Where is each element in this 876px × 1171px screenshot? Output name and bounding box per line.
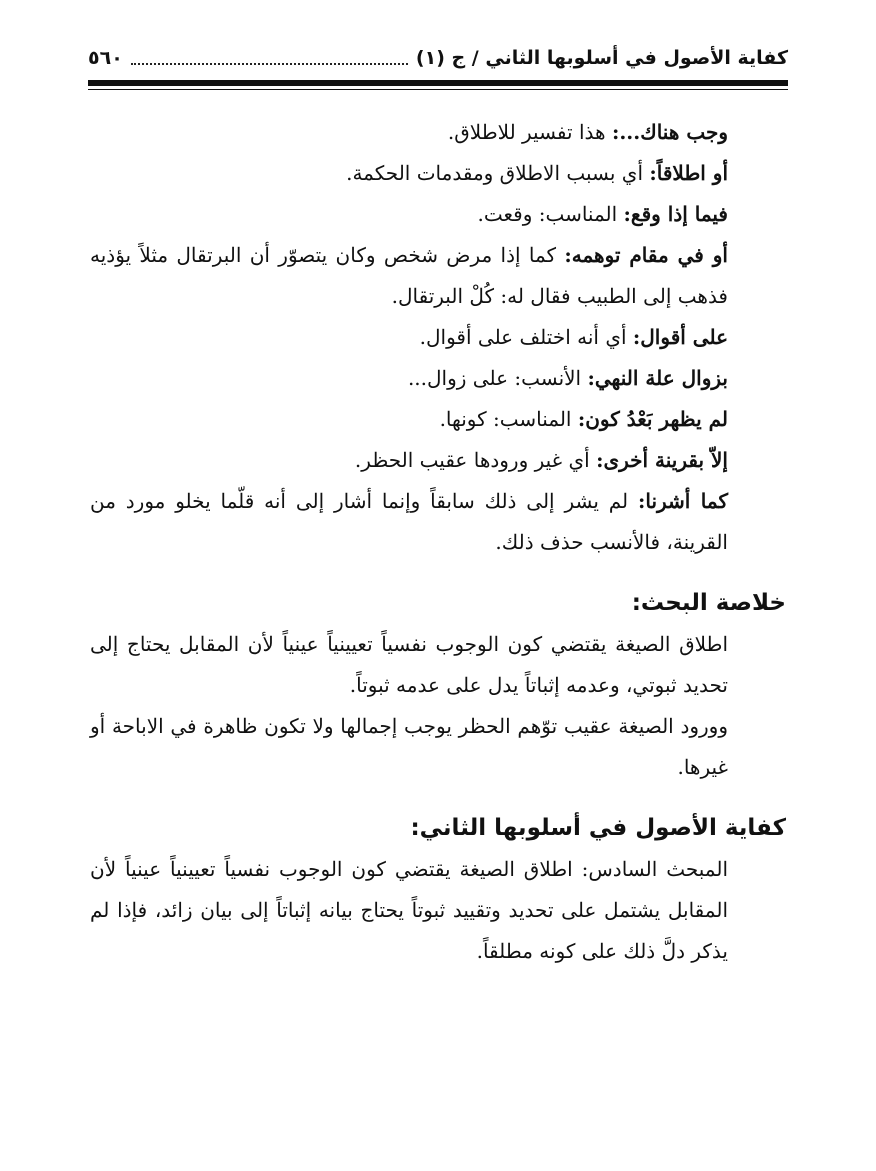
gloss-term: فيما إذا وقع: bbox=[623, 202, 728, 226]
gloss-entry bbox=[90, 399, 786, 440]
gloss-entry bbox=[90, 481, 786, 563]
gloss-text: المناسب: كونها. bbox=[439, 407, 578, 431]
second-style-heading: كفاية الأصول في أسلوبها الثاني: bbox=[410, 815, 786, 841]
gloss-entry bbox=[90, 440, 786, 481]
gloss-text: الأنسب: على زوال... bbox=[407, 366, 588, 390]
gloss-text: لم يشر إلى ذلك سابقاً وإنما أشار إلى أنه قلّما يخلو مورد من القرينة، فالأنسب حذف ذلك. bbox=[90, 489, 728, 554]
gloss-term: أو اطلاقاً: bbox=[649, 161, 728, 185]
header-rule bbox=[88, 80, 788, 86]
gloss-term: أو في مقام توهمه: bbox=[564, 243, 728, 267]
gloss-entry bbox=[90, 358, 786, 399]
summary-paragraph: وورود الصيغة عقيب توّهم الحظر يوجب إجمالها ولا تكون ظاهرة في الاباحة أو غيرها. bbox=[90, 714, 728, 779]
second-style-paragraph: المبحث السادس: اطلاق الصيغة يقتضي كون الوجوب نفسياً تعيينياً عينياً لأن المقابل يشتمل على تحديد وتقييد ثبوتاً يحتاج بيانه إثباتاً إلى بيان زائد، فإذا لم يذكر دلَّ ذلك على كونه مطلقاً. bbox=[90, 857, 728, 963]
gloss-term: لم يظهر بَعْدُ كون: bbox=[577, 407, 728, 431]
gloss-entry bbox=[90, 112, 786, 153]
gloss-term: كما أشرنا: bbox=[637, 489, 728, 513]
summary-heading: خلاصة البحث: bbox=[631, 590, 786, 616]
gloss-text: كما إذا مرض شخص وكان يتصوّر أن البرتقال مثلاً يؤذيه فذهب إلى الطبيب فقال له: كُلْ البرتقال. bbox=[90, 243, 728, 308]
gloss-entry bbox=[90, 235, 786, 317]
gloss-text: أي أنه اختلف على أقوال. bbox=[419, 325, 633, 349]
header-leader-dots bbox=[131, 51, 408, 65]
gloss-entry bbox=[90, 194, 786, 235]
gloss-term: وجب هناك...: bbox=[611, 120, 728, 144]
section-spacer bbox=[90, 563, 786, 583]
running-header bbox=[88, 38, 788, 78]
gloss-text: المناسب: وقعت. bbox=[477, 202, 624, 226]
gloss-text: أي بسبب الاطلاق ومقدمات الحكمة. bbox=[346, 161, 650, 185]
gloss-entry bbox=[90, 153, 786, 194]
section-spacer bbox=[90, 788, 786, 808]
gloss-text: هذا تفسير للاطلاق. bbox=[447, 120, 612, 144]
summary-paragraph: اطلاق الصيغة يقتضي كون الوجوب نفسياً تعيينياً عينياً لأن المقابل يحتاج إلى تحديد ثبوتي، وعدمه إثباتاً يدل على عدمه ثبوتاً. bbox=[90, 632, 728, 697]
gloss-term: بزوال علة النهي: bbox=[587, 366, 728, 390]
gloss-term: إلاّ بقرينة أخرى: bbox=[596, 448, 728, 472]
gloss-term: على أقوال: bbox=[632, 325, 728, 349]
header-title: كفاية الأصول في أسلوبها الثاني / ج (١) bbox=[415, 47, 788, 69]
gloss-text: أي غير ورودها عقيب الحظر. bbox=[354, 448, 597, 472]
page-body bbox=[90, 112, 786, 972]
page-number: ٥٦٠ bbox=[88, 47, 123, 69]
gloss-entry bbox=[90, 317, 786, 358]
